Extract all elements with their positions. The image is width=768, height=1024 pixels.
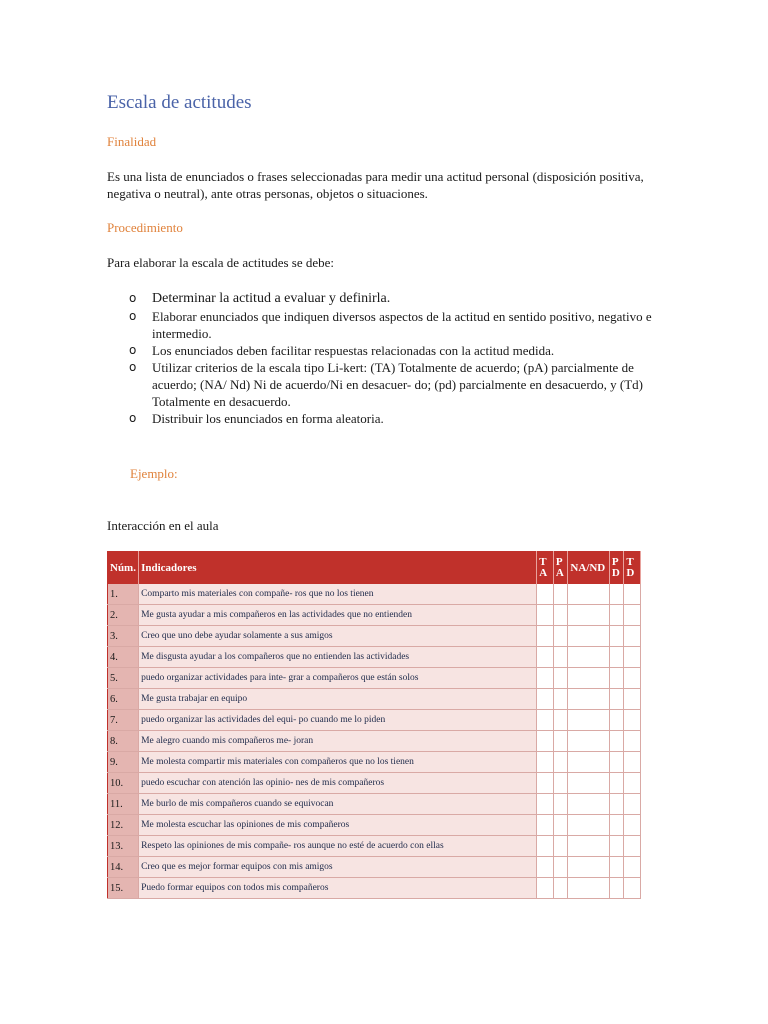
row-number: 12.: [108, 815, 139, 836]
response-cell-pa[interactable]: [553, 647, 568, 668]
response-cell-na-nd[interactable]: [568, 836, 609, 857]
response-cell-na-nd[interactable]: [568, 752, 609, 773]
row-number: 4.: [108, 647, 139, 668]
response-cell-ta[interactable]: [537, 878, 554, 899]
response-cell-td[interactable]: [624, 815, 641, 836]
page-title: Escala de actitudes: [107, 92, 252, 113]
response-cell-pa[interactable]: [553, 857, 568, 878]
response-cell-pd[interactable]: [609, 794, 624, 815]
table-row: [108, 689, 641, 710]
response-cell-na-nd[interactable]: [568, 605, 609, 626]
response-cell-td[interactable]: [624, 584, 641, 605]
response-cell-td[interactable]: [624, 794, 641, 815]
table-row: [108, 710, 641, 731]
response-cell-ta[interactable]: [537, 668, 554, 689]
response-cell-td[interactable]: [624, 626, 641, 647]
response-cell-na-nd[interactable]: [568, 731, 609, 752]
table-row: [108, 731, 641, 752]
indicator-text: Me gusta trabajar en equipo: [139, 689, 537, 710]
heading-ejemplo: Ejemplo:: [130, 466, 178, 481]
table-row: [108, 647, 641, 668]
row-number: 1.: [108, 584, 139, 605]
response-cell-pa[interactable]: [553, 710, 568, 731]
finalidad-paragraph: Es una lista de enunciados o frases seleccionadas para medir una actitud personal (disposición positiva, negativa o neutral), ante otras personas, objetos o situaciones.: [107, 169, 644, 201]
response-cell-td[interactable]: [624, 878, 641, 899]
indicator-text: Me disgusta ayudar a los compañeros que no entienden las actividades: [139, 647, 537, 668]
indicator-text: Me molesta compartir mis materiales con compañeros que no los tienen: [139, 752, 537, 773]
response-cell-na-nd[interactable]: [568, 689, 609, 710]
response-cell-pa[interactable]: [553, 815, 568, 836]
response-cell-pa[interactable]: [553, 605, 568, 626]
row-number: 7.: [108, 710, 139, 731]
row-number: 8.: [108, 731, 139, 752]
row-number: 11.: [108, 794, 139, 815]
header-num: Núm.: [108, 552, 139, 585]
response-cell-na-nd[interactable]: [568, 815, 609, 836]
indicator-text: Me gusta ayudar a mis compañeros en las actividades que no entienden: [139, 605, 537, 626]
table-row: [108, 752, 641, 773]
response-cell-pd[interactable]: [609, 689, 624, 710]
list-item-text: Determinar la actitud a evaluar y definirla.: [152, 291, 391, 306]
row-number: 6.: [108, 689, 139, 710]
response-cell-ta[interactable]: [537, 773, 554, 794]
response-cell-td[interactable]: [624, 773, 641, 794]
table-row: [108, 584, 641, 605]
indicator-text: Me molesta escuchar las opiniones de mis compañeros: [139, 815, 537, 836]
header-pd: P D: [609, 552, 624, 585]
header-indicadores: Indicadores: [139, 552, 537, 585]
row-number: 9.: [108, 752, 139, 773]
bullet-marker: o: [129, 343, 137, 357]
response-cell-na-nd[interactable]: [568, 710, 609, 731]
response-cell-pa[interactable]: [553, 689, 568, 710]
response-cell-pd[interactable]: [609, 752, 624, 773]
indicator-text: puedo organizar actividades para inte- grar a compañeros que están solos: [139, 668, 537, 689]
response-cell-ta[interactable]: [537, 626, 554, 647]
table-row: [108, 815, 641, 836]
response-cell-pd[interactable]: [609, 836, 624, 857]
indicator-text: Me alegro cuando mis compañeros me- joran: [139, 731, 537, 752]
response-cell-na-nd[interactable]: [568, 668, 609, 689]
table-row: [108, 605, 641, 626]
table-row: [108, 668, 641, 689]
response-cell-pa[interactable]: [553, 878, 568, 899]
response-cell-pd[interactable]: [609, 584, 624, 605]
indicator-text: Respeto las opiniones de mis compañe- ros aunque no esté de acuerdo con ellas: [139, 836, 537, 857]
response-cell-pd[interactable]: [609, 626, 624, 647]
bullet-marker: o: [129, 360, 137, 374]
table-row: [108, 836, 641, 857]
bullet-marker: o: [129, 291, 137, 305]
table-body: [108, 584, 641, 899]
response-cell-td[interactable]: [624, 710, 641, 731]
response-cell-td[interactable]: [624, 647, 641, 668]
response-cell-pd[interactable]: [609, 605, 624, 626]
response-cell-ta[interactable]: [537, 794, 554, 815]
response-cell-pa[interactable]: [553, 626, 568, 647]
response-cell-pd[interactable]: [609, 731, 624, 752]
response-cell-na-nd[interactable]: [568, 773, 609, 794]
response-cell-pd[interactable]: [609, 668, 624, 689]
response-cell-td[interactable]: [624, 857, 641, 878]
response-cell-na-nd[interactable]: [568, 794, 609, 815]
response-cell-pd[interactable]: [609, 647, 624, 668]
table-row: [108, 773, 641, 794]
row-number: 3.: [108, 626, 139, 647]
response-cell-ta[interactable]: [537, 584, 554, 605]
response-cell-ta[interactable]: [537, 836, 554, 857]
table-row: [108, 857, 641, 878]
bullet-marker: o: [129, 411, 137, 425]
list-item: [107, 342, 667, 359]
response-cell-na-nd[interactable]: [568, 626, 609, 647]
row-number: 15.: [108, 878, 139, 899]
response-cell-pa[interactable]: [553, 773, 568, 794]
response-cell-pd[interactable]: [609, 773, 624, 794]
bullet-marker: o: [129, 309, 137, 323]
header-pa: P A: [553, 552, 568, 585]
indicator-text: puedo organizar las actividades del equi- po cuando me lo piden: [139, 710, 537, 731]
table-header-row: [108, 552, 641, 585]
response-cell-pa[interactable]: [553, 731, 568, 752]
response-cell-td[interactable]: [624, 668, 641, 689]
response-cell-pa[interactable]: [553, 752, 568, 773]
list-item: [107, 308, 667, 342]
response-cell-pd[interactable]: [609, 710, 624, 731]
header-na-nd: NA/ND: [568, 552, 609, 585]
table-row: [108, 878, 641, 899]
row-number: 13.: [108, 836, 139, 857]
response-cell-na-nd[interactable]: [568, 647, 609, 668]
table-row: [108, 626, 641, 647]
list-item-text: Elaborar enunciados que indiquen diversos aspectos de la actitud en sentido positivo, negativo e intermedio.: [152, 309, 652, 341]
response-cell-pd[interactable]: [609, 878, 624, 899]
list-item: [107, 410, 667, 427]
row-number: 14.: [108, 857, 139, 878]
heading-finalidad: Finalidad: [107, 134, 157, 149]
response-cell-na-nd[interactable]: [568, 857, 609, 878]
procedimiento-list: [107, 289, 667, 427]
response-cell-pa[interactable]: [553, 584, 568, 605]
response-cell-ta[interactable]: [537, 605, 554, 626]
response-cell-na-nd[interactable]: [568, 878, 609, 899]
response-cell-td[interactable]: [624, 836, 641, 857]
response-cell-ta[interactable]: [537, 731, 554, 752]
response-cell-ta[interactable]: [537, 689, 554, 710]
response-cell-pd[interactable]: [609, 815, 624, 836]
response-cell-td[interactable]: [624, 752, 641, 773]
indicator-text: Me burlo de mis compañeros cuando se equivocan: [139, 794, 537, 815]
header-td: T D: [624, 552, 641, 585]
indicator-text: Comparto mis materiales con compañe- ros que no los tienen: [139, 584, 537, 605]
attitude-scale-table: [107, 551, 641, 899]
header-ta: T A: [537, 552, 554, 585]
response-cell-td[interactable]: [624, 689, 641, 710]
response-cell-pd[interactable]: [609, 857, 624, 878]
table-caption: Interacción en el aula: [107, 518, 219, 533]
table-row: [108, 794, 641, 815]
response-cell-pa[interactable]: [553, 668, 568, 689]
row-number: 10.: [108, 773, 139, 794]
response-cell-td[interactable]: [624, 731, 641, 752]
response-cell-na-nd[interactable]: [568, 584, 609, 605]
response-cell-ta[interactable]: [537, 647, 554, 668]
list-item-text: Utilizar criterios de la escala tipo Li-kert: (TA) Totalmente de acuerdo; (pA) parcialmente de acuerdo; (NA/ Nd) Ni de acuerdo/Ni en desacuer- do; (pd) parcialmente en desacuerdo, y (Td) Totalmente en desacuerdo.: [152, 360, 643, 409]
indicator-text: puedo escuchar con atención las opinio- nes de mis compañeros: [139, 773, 537, 794]
response-cell-ta[interactable]: [537, 752, 554, 773]
response-cell-ta[interactable]: [537, 857, 554, 878]
response-cell-td[interactable]: [624, 605, 641, 626]
list-item: [107, 359, 667, 410]
procedimiento-intro: Para elaborar la escala de actitudes se debe:: [107, 255, 335, 270]
list-item-text: Distribuir los enunciados en forma aleatoria.: [152, 411, 384, 426]
response-cell-ta[interactable]: [537, 710, 554, 731]
indicator-text: Creo que uno debe ayudar solamente a sus amigos: [139, 626, 537, 647]
response-cell-pa[interactable]: [553, 836, 568, 857]
indicator-text: Creo que es mejor formar equipos con mis amigos: [139, 857, 537, 878]
row-number: 5.: [108, 668, 139, 689]
heading-procedimiento: Procedimiento: [107, 220, 183, 235]
response-cell-ta[interactable]: [537, 815, 554, 836]
row-number: 2.: [108, 605, 139, 626]
response-cell-pa[interactable]: [553, 794, 568, 815]
list-item-text: Los enunciados deben facilitar respuestas relacionadas con la actitud medida.: [152, 343, 555, 358]
list-item: [107, 289, 667, 308]
indicator-text: Puedo formar equipos con todos mis compañeros: [139, 878, 537, 899]
